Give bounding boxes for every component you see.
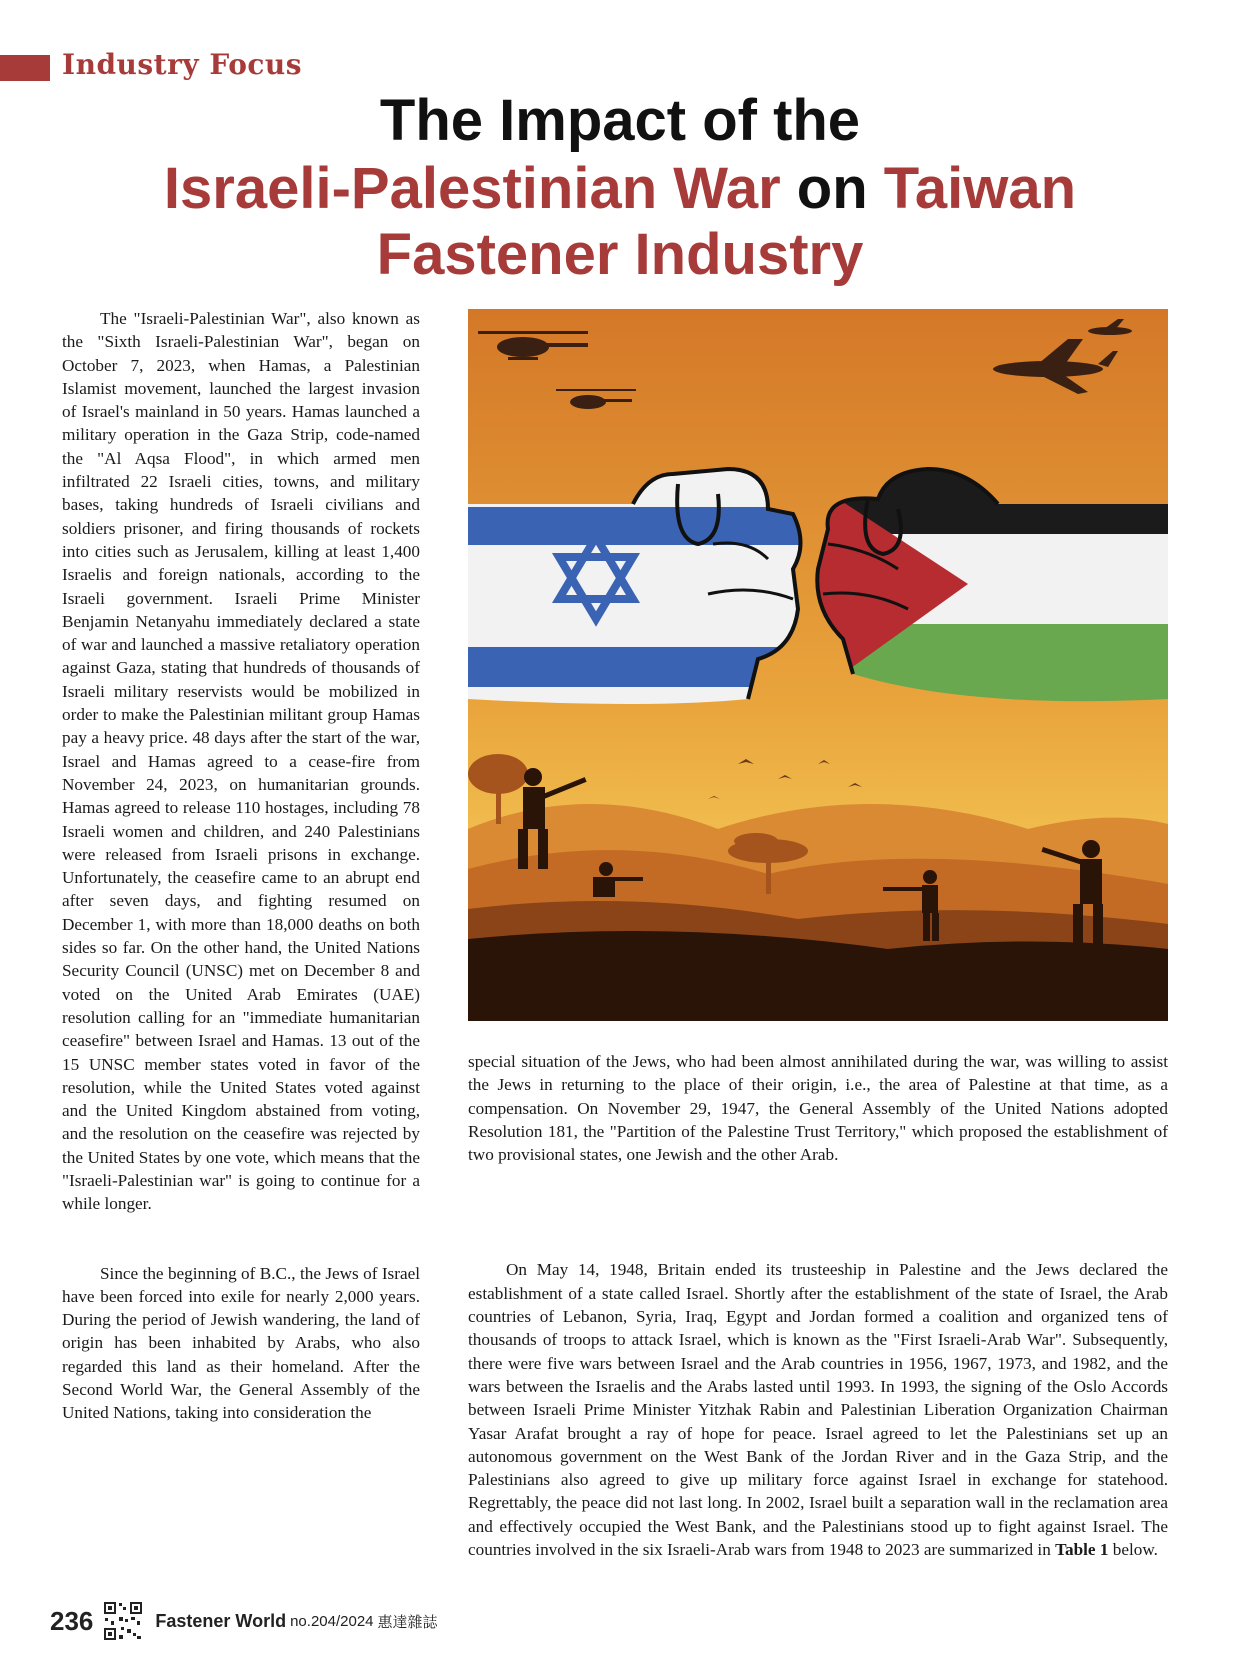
page-number: 236 xyxy=(50,1605,94,1636)
title-connector: on xyxy=(796,156,868,221)
issue-number: no.204/2024 xyxy=(290,1612,374,1630)
right-column xyxy=(468,1050,1168,1561)
war-illustration xyxy=(468,309,1168,1021)
paragraph-text: On May 14, 1948, Britain ended its trusteeship in Palestine and the Jews declared the establishment of a state called Israel. Shortly after the establishment of the state of Israel, the Arab countries of Lebanon, Syria, Iraq, Egypt and Jordan formed a coalition and organized tens of thousands of troops to attack Israel, which is known as the "First Israeli-Arab War". Subsequently, there were five wars between Israel and the Arab countries in 1956, 1967, 1973, and 1982, and the wars between the Israelis and the Arabs lasted until 1993. In 1993, the signing of the Oslo Accords between Israeli Prime Minister Yitzhak Rabin and Palestinian Liberation Organization Chairman Yasar Arafat brought a ray of hope for peace. Israel agreed to let the Palestinians set up an autonomous government on the West Bank of the Jordan River and in the Gaza Strip, and the Palestinians also agreed to give up military force against Israel in exchange for statehood. Regrettably, the peace did not last long. In 2002, Israel built a separation wall in the reclamation area and effectively occupied the West Bank, and the Palestinians stood up to fight against Israel. The countries involved in the six Israeli-Arab wars from 1948 to 2023 are summarized in xyxy=(468,1260,1168,1560)
title-line-1: The Impact of the xyxy=(379,88,861,153)
page-footer xyxy=(50,1598,438,1644)
left-column xyxy=(62,307,420,1425)
title-line-2 xyxy=(0,156,1240,221)
article-paragraph: special situation of the Jews, who had been almost annihilated during the war, was willing to assist the Jews in returning to the place of their origin, i.e., the area of Palestine at that time, as a compensation. On November 29, 1947, the General Assembly of the United Nations adopted Resolution 181, the "Partition of the Palestine Trust Territory," which proposed the establishment of two provisional states, one Jewish and the other Arab. xyxy=(468,1052,1168,1165)
table-reference: Table 1 xyxy=(1055,1540,1109,1560)
magazine-chinese-name: 惠達雜誌 xyxy=(377,1612,438,1631)
article-paragraph: Since the beginning of B.C., the Jews of Israel have been forced into exile for nearly 2,000 years. During the period of Jewish wandering, the land of origin has been inhabited by Arabs, who also regarded this land as their homeland. After the Second World War, the General Assembly of the United Nations, taking into consideration the xyxy=(62,1263,420,1423)
title-country: Taiwan xyxy=(883,156,1077,221)
section-color-bar xyxy=(0,55,50,81)
magazine-name: Fastener World xyxy=(155,1610,287,1631)
title-line-3: Fastener Industry xyxy=(376,222,864,287)
article-paragraph: The "Israeli-Palestinian War", also known as the "Sixth Israeli-Palestinian War", began on October 7, 2023, when Hamas, a Palestinian Islamist movement, launched the largest invasion of Israel's mainland in 50 years. Hamas launched a military operation in the Gaza Strip, code-named the "Al Aqsa Flood", in which armed men infiltrated 22 Israeli cities, towns, and military bases, taking hundreds of Israeli civilians and soldiers prisoner, and firing thousands of rockets into cities such as Jerusalem, killing at least 1,400 Israelis and foreign nationals, according to the Israeli government. Israeli Prime Minister Benjamin Netanyahu immediately declared a state of war and launched a massive retaliatory operation against Gaza, stating that hundreds of thousands of Israeli military reservists would be mobilized in order to make the Palestinian militant group Hamas pay a heavy price. 48 days after the start of the war, Israel and Hamas agreed to a cease-fire from November 24, 2023, on humanitarian grounds. Hamas agreed to release 110 hostages, including 78 Israeli women and children, and 240 Palestinians were released from Israeli prisons in exchange. Unfortunately, the ceasefire came to an abrupt end after seven days, and fighting resumed on December 1, with more than 18,000 deaths on both sides so far. On the other hand, the United Nations Security Council (UNSC) met on December 8 and voted on the United Arab Emirates (UAE) resolution calling for an "immediate humanitarian ceasefire" between Israel and Hamas. 13 out of the 15 UNSC member states voted in favor of the resolution, while the United States voted against and the United Kingdom abstained from voting, and the resolution on the ceasefire was rejected by the United States by one vote, which means that the "Israeli-Palestinian war" is going to continue for a while longer. xyxy=(62,309,420,1214)
article-paragraph xyxy=(468,1258,1168,1561)
paragraph-end: below. xyxy=(1108,1540,1158,1560)
title-war-name: Israeli-Palestinian War xyxy=(163,156,781,221)
section-label: Industry Focus xyxy=(62,48,303,81)
qr-code-icon[interactable] xyxy=(103,1601,143,1641)
